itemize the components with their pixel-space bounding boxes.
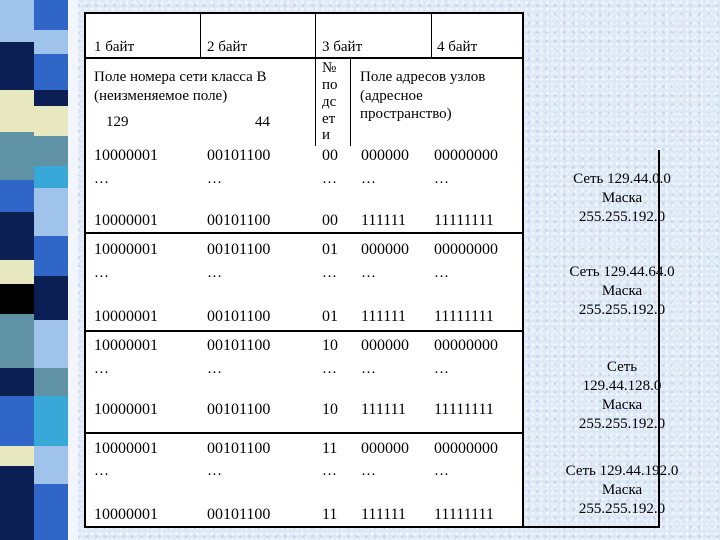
g4-dots-2: … xyxy=(207,463,222,479)
table-left-border xyxy=(84,12,86,528)
g4-first-b1: 10000001 xyxy=(94,440,158,457)
g4-last-b2: 00101100 xyxy=(207,506,271,523)
g3-first-b2: 00101100 xyxy=(207,337,271,354)
subnet-number-label-5: и xyxy=(322,127,331,143)
subnet-number-label-1: № xyxy=(322,60,337,76)
g4-first-b4: 000000 xyxy=(361,440,409,457)
g3-dots-3: … xyxy=(322,361,337,377)
subnet-label-3-mask-title: Маска xyxy=(601,397,643,413)
g1-last-b2: 00101100 xyxy=(207,212,271,229)
subnet-label-2-name: Сеть 129.44.64.0 xyxy=(569,264,675,280)
g3-last-b3: 10 xyxy=(322,401,338,418)
g2-first-b1: 10000001 xyxy=(94,241,158,258)
subnet-label-3-address: 129.44.128.0 xyxy=(582,378,662,394)
group-divider-1 xyxy=(84,232,524,234)
g4-last-b4: 111111 xyxy=(361,506,407,523)
g4-first-b2: 00101100 xyxy=(207,440,271,457)
g3-first-b3: 10 xyxy=(322,337,338,354)
group-divider-3 xyxy=(84,432,524,434)
g2-last-b1: 10000001 xyxy=(94,308,158,325)
g2-last-b3: 01 xyxy=(322,308,338,325)
g2-first-b4: 000000 xyxy=(361,241,409,258)
subnet-label-2-mask-title: Маска xyxy=(601,283,643,299)
g4-dots-4: … xyxy=(361,463,376,479)
host-field-note-2: пространство) xyxy=(360,106,452,122)
g1-last-b1: 10000001 xyxy=(94,212,158,229)
g1-last-b4: 111111 xyxy=(361,212,407,229)
subnet-number-label-2: по xyxy=(322,77,338,93)
g2-last-b2: 00101100 xyxy=(207,308,271,325)
g3-last-b5: 11111111 xyxy=(434,401,494,418)
column-divider-3 xyxy=(431,12,432,58)
g2-dots-5: … xyxy=(434,265,449,281)
g4-dots-1: … xyxy=(94,463,109,479)
g1-last-b5: 11111111 xyxy=(434,212,494,229)
subnet-label-3 xyxy=(524,358,720,434)
group-divider-2 xyxy=(84,330,524,332)
g4-dots-3: … xyxy=(322,463,337,479)
g4-first-b5: 00000000 xyxy=(434,440,498,457)
subnet-label-4-name: Сеть 129.44.192.0 xyxy=(565,463,679,479)
g1-dots-2: … xyxy=(207,171,222,187)
g1-first-b2: 00101100 xyxy=(207,147,271,164)
g3-last-b2: 00101100 xyxy=(207,401,271,418)
subnet-number-label-3: дс xyxy=(322,94,337,110)
subnet-label-1 xyxy=(524,170,720,227)
g1-dots-5: … xyxy=(434,171,449,187)
subnet-number-label-4: ет xyxy=(322,111,336,127)
network-field-title: Поле номера сети класса В xyxy=(94,69,267,85)
subnet-label-3-name: Сеть xyxy=(606,359,638,375)
header-byte-2: 2 байт xyxy=(207,39,248,55)
subnet-label-1-mask: 255.255.192.0 xyxy=(578,209,666,225)
g2-dots-3: … xyxy=(322,265,337,281)
header-divider xyxy=(84,57,524,59)
subnet-label-1-name: Сеть 129.44.0.0 xyxy=(573,171,671,187)
g3-last-b4: 111111 xyxy=(361,401,407,418)
table-bottom-border xyxy=(84,526,660,528)
decorative-strip xyxy=(0,0,78,540)
g1-first-b1: 10000001 xyxy=(94,147,158,164)
g3-first-b1: 10000001 xyxy=(94,337,158,354)
g1-first-b3: 00 xyxy=(322,147,338,164)
header-byte-3: 3 байт xyxy=(322,39,363,55)
g4-last-b3: 11 xyxy=(322,506,338,523)
host-field-note-1: (адресное xyxy=(360,88,423,104)
network-value-1: 129 xyxy=(106,114,129,130)
g3-dots-1: … xyxy=(94,361,109,377)
g1-last-b3: 00 xyxy=(322,212,338,229)
g3-first-b5: 00000000 xyxy=(434,337,498,354)
g3-first-b4: 000000 xyxy=(361,337,409,354)
g2-dots-4: … xyxy=(361,265,376,281)
subnet-label-2-mask: 255.255.192.0 xyxy=(578,302,666,318)
g1-first-b4: 000000 xyxy=(361,147,409,164)
host-field-title: Поле адресов узлов xyxy=(360,69,486,85)
g1-first-b5: 00000000 xyxy=(434,147,498,164)
g3-dots-5: … xyxy=(434,361,449,377)
g2-last-b4: 111111 xyxy=(361,308,407,325)
g2-dots-1: … xyxy=(94,265,109,281)
g1-dots-3: … xyxy=(322,171,337,187)
column-divider-1 xyxy=(200,12,201,58)
header-byte-4: 4 байт xyxy=(437,39,478,55)
column-divider-4 xyxy=(350,58,351,146)
g4-first-b3: 11 xyxy=(322,440,338,457)
header-byte-1: 1 байт xyxy=(94,39,135,55)
g2-first-b3: 01 xyxy=(322,241,338,258)
g4-dots-5: … xyxy=(434,463,449,479)
g4-last-b5: 11111111 xyxy=(434,506,494,523)
subnet-label-1-mask-title: Маска xyxy=(601,190,643,206)
g3-last-b1: 10000001 xyxy=(94,401,158,418)
g2-first-b2: 00101100 xyxy=(207,241,271,258)
subnet-label-4 xyxy=(524,462,720,519)
subnet-label-2 xyxy=(524,263,720,320)
network-field-note: (неизменяемое поле) xyxy=(94,88,228,104)
g2-dots-2: … xyxy=(207,265,222,281)
g2-last-b5: 11111111 xyxy=(434,308,494,325)
g1-dots-4: … xyxy=(361,171,376,187)
table-top-border xyxy=(84,12,524,14)
subnet-label-3-mask: 255.255.192.0 xyxy=(578,416,666,432)
g3-dots-4: … xyxy=(361,361,376,377)
subnet-label-4-mask: 255.255.192.0 xyxy=(578,501,666,517)
g4-last-b1: 10000001 xyxy=(94,506,158,523)
network-value-2: 44 xyxy=(255,114,270,130)
g1-dots-1: … xyxy=(94,171,109,187)
subnet-label-4-mask-title: Маска xyxy=(601,482,643,498)
column-divider-2 xyxy=(315,12,316,146)
g3-dots-2: … xyxy=(207,361,222,377)
g2-first-b5: 00000000 xyxy=(434,241,498,258)
